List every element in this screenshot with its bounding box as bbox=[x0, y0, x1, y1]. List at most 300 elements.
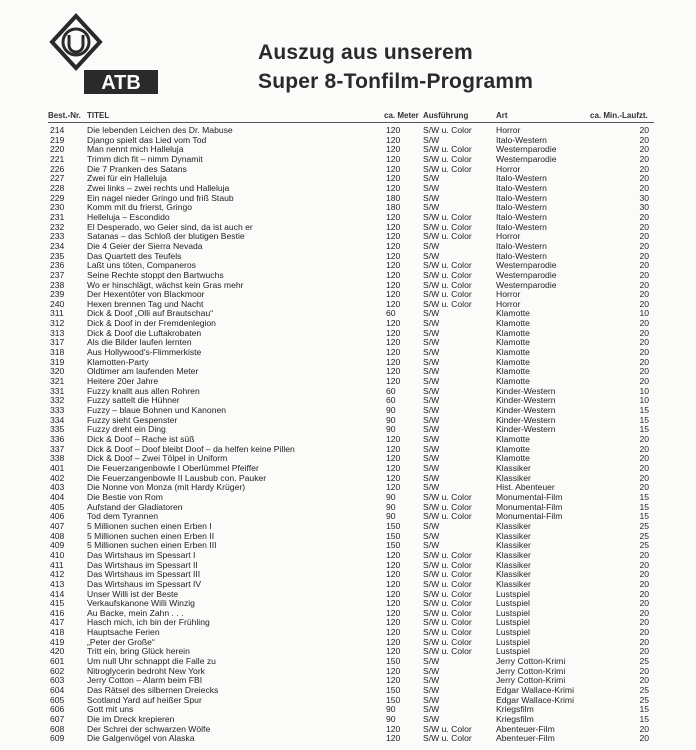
cell-title: Verkaufskanone Willi Winzig bbox=[87, 599, 195, 609]
cell-laufzeit: 20 bbox=[639, 627, 649, 638]
cell-meter: 120 bbox=[386, 260, 401, 271]
col-header-nr: Best.-Nr. bbox=[48, 111, 81, 120]
cell-title: Das Quartett des Teufels bbox=[87, 251, 182, 261]
cell-meter: 120 bbox=[386, 231, 401, 242]
table-row bbox=[0, 223, 696, 233]
cell-title: Scotland Yard auf heißer Spur bbox=[87, 695, 202, 705]
cell-laufzeit: 30 bbox=[639, 202, 649, 213]
table-row bbox=[0, 396, 696, 406]
cell-art: Klassiker bbox=[496, 569, 531, 580]
cell-art: Horror bbox=[496, 125, 521, 135]
table-row bbox=[0, 387, 696, 397]
cell-title: Das Wirtshaus im Spessart I bbox=[87, 550, 196, 560]
cell-laufzeit: 15 bbox=[639, 424, 649, 435]
cell-nr: 603 bbox=[50, 675, 65, 686]
cell-ausfuehrung: S/W u. Color bbox=[423, 153, 472, 164]
cell-nr: 233 bbox=[50, 231, 65, 242]
cell-meter: 120 bbox=[386, 646, 401, 657]
cell-nr: 338 bbox=[50, 453, 65, 464]
table-row bbox=[0, 561, 696, 571]
cell-ausfuehrung: S/W u. Color bbox=[423, 279, 472, 290]
cell-laufzeit: 20 bbox=[639, 211, 649, 222]
cell-art: Kinder-Western bbox=[496, 414, 556, 425]
cell-meter: 120 bbox=[386, 163, 401, 174]
table-row bbox=[0, 309, 696, 319]
cell-laufzeit: 20 bbox=[639, 231, 649, 242]
cell-meter: 150 bbox=[386, 520, 401, 531]
cell-ausfuehrung: S/W u. Color bbox=[423, 125, 472, 135]
cell-meter: 120 bbox=[386, 318, 401, 329]
cell-title: Django spielt das Lied vom Tod bbox=[87, 135, 207, 145]
cell-ausfuehrung: S/W bbox=[423, 356, 440, 367]
cell-art: Kinder-Western bbox=[496, 395, 556, 406]
table-row bbox=[0, 657, 696, 667]
cell-nr: 235 bbox=[50, 250, 65, 261]
cell-meter: 90 bbox=[386, 405, 396, 416]
cell-laufzeit: 20 bbox=[639, 482, 649, 493]
cell-nr: 220 bbox=[50, 144, 65, 155]
cell-ausfuehrung: S/W bbox=[423, 530, 440, 541]
cell-title: Oldtimer am laufenden Meter bbox=[87, 367, 199, 377]
cell-laufzeit: 25 bbox=[639, 520, 649, 531]
cell-art: Italo-Western bbox=[496, 134, 547, 145]
cell-art: Westernparodie bbox=[496, 144, 557, 155]
cell-art: Kriegsfilm bbox=[496, 714, 534, 725]
cell-title: Fuzzy sieht Gespenster bbox=[87, 415, 178, 425]
cell-title: Tod dem Tyrannen bbox=[87, 512, 159, 522]
cell-laufzeit: 20 bbox=[639, 636, 649, 647]
cell-laufzeit: 20 bbox=[639, 366, 649, 377]
cell-laufzeit: 20 bbox=[639, 260, 649, 271]
cell-meter: 90 bbox=[386, 704, 396, 715]
cell-title: Das Wirtshaus im Spessart II bbox=[87, 560, 198, 570]
cell-title: Das Rätsel des silbernen Dreiecks bbox=[87, 686, 219, 696]
table-row bbox=[0, 580, 696, 590]
cell-title: Aus Hollywood's-Flimmerkiste bbox=[87, 348, 202, 358]
cell-art: Klassiker bbox=[496, 520, 531, 531]
cell-ausfuehrung: S/W u. Color bbox=[423, 221, 472, 232]
cell-meter: 150 bbox=[386, 540, 401, 551]
cell-meter: 180 bbox=[386, 202, 401, 213]
headline-line-2: Super 8-Tonfilm-Programm bbox=[258, 70, 534, 93]
table-row bbox=[0, 406, 696, 416]
table-row bbox=[0, 300, 696, 310]
cell-meter: 120 bbox=[386, 607, 401, 618]
table-row bbox=[0, 232, 696, 242]
cell-ausfuehrung: S/W bbox=[423, 665, 440, 676]
cell-title: 5 Millionen suchen einen Erben II bbox=[87, 531, 215, 541]
cell-title: Dick & Doof die Luftakrobaten bbox=[87, 328, 202, 338]
table-row bbox=[0, 445, 696, 455]
cell-nr: 411 bbox=[50, 559, 64, 570]
cell-laufzeit: 20 bbox=[639, 318, 649, 329]
cell-ausfuehrung: S/W bbox=[423, 134, 440, 145]
cell-art: Klassiker bbox=[496, 530, 531, 541]
cell-nr: 410 bbox=[50, 549, 65, 560]
cell-meter: 120 bbox=[386, 240, 401, 251]
cell-nr: 231 bbox=[50, 211, 65, 222]
cell-nr: 331 bbox=[50, 385, 65, 396]
cell-ausfuehrung: S/W u. Color bbox=[423, 163, 472, 174]
cell-ausfuehrung: S/W bbox=[423, 482, 440, 493]
cell-nr: 405 bbox=[50, 501, 65, 512]
cell-ausfuehrung: S/W bbox=[423, 385, 440, 396]
cell-laufzeit: 25 bbox=[639, 530, 649, 541]
cell-title: Die Bestie von Rom bbox=[87, 492, 163, 502]
cell-title: Hexen brennen Tag und Nacht bbox=[87, 299, 204, 309]
cell-meter: 120 bbox=[386, 347, 401, 358]
table-row bbox=[0, 126, 696, 136]
table-row bbox=[0, 638, 696, 648]
cell-nr: 407 bbox=[50, 520, 65, 531]
cell-title: Seine Rechte stoppt den Bartwuchs bbox=[87, 270, 224, 280]
cell-nr: 219 bbox=[50, 134, 65, 145]
cell-title: Au Backe, mein Zahn . . . bbox=[87, 608, 184, 618]
cell-ausfuehrung: S/W u. Color bbox=[423, 646, 472, 657]
cell-laufzeit: 25 bbox=[639, 694, 649, 705]
table-row bbox=[0, 599, 696, 609]
cell-art: Kinder-Western bbox=[496, 424, 556, 435]
table-row bbox=[0, 570, 696, 580]
cell-laufzeit: 20 bbox=[639, 279, 649, 290]
cell-title: Das Wirtshaus im Spessart IV bbox=[87, 579, 202, 589]
cell-art: Lustspiel bbox=[496, 617, 530, 628]
cell-nr: 336 bbox=[50, 434, 65, 444]
cell-laufzeit: 20 bbox=[639, 559, 649, 570]
cell-title: Dick & Doof „Olli auf Brautschau“ bbox=[87, 309, 214, 319]
cell-title: Jerry Cotton – Alarm beim FBI bbox=[87, 676, 203, 686]
cell-meter: 120 bbox=[386, 356, 401, 367]
cell-title: Die lebenden Leichen des Dr. Mabuse bbox=[87, 126, 233, 135]
cell-art: Italo-Western bbox=[496, 202, 547, 213]
cell-art: Klamotte bbox=[496, 327, 530, 338]
table-row bbox=[0, 136, 696, 146]
table-row bbox=[0, 261, 696, 271]
cell-ausfuehrung: S/W u. Color bbox=[423, 511, 472, 522]
table-row bbox=[0, 676, 696, 686]
table-row bbox=[0, 329, 696, 339]
cell-nr: 240 bbox=[50, 298, 65, 309]
film-table-body bbox=[0, 126, 696, 744]
cell-art: Lustspiel bbox=[496, 588, 530, 599]
cell-art: Italo-Western bbox=[496, 211, 547, 222]
cell-laufzeit: 20 bbox=[639, 443, 649, 454]
cell-nr: 417 bbox=[50, 617, 65, 628]
cell-laufzeit: 20 bbox=[639, 144, 649, 155]
cell-title: Aufstand der Gladiatoren bbox=[87, 502, 183, 512]
cell-ausfuehrung: S/W bbox=[423, 395, 440, 406]
cell-laufzeit: 20 bbox=[639, 472, 649, 483]
cell-art: Kinder-Western bbox=[496, 405, 556, 416]
cell-art: Horror bbox=[496, 231, 521, 242]
cell-nr: 604 bbox=[50, 685, 65, 696]
cell-meter: 120 bbox=[386, 559, 401, 570]
table-row bbox=[0, 165, 696, 175]
cell-art: Westernparodie bbox=[496, 153, 557, 164]
table-row bbox=[0, 705, 696, 715]
cell-title: Die Feuerzangenbowle I Oberlümmel Pfeiffer bbox=[87, 463, 259, 473]
cell-meter: 120 bbox=[386, 733, 401, 744]
cell-laufzeit: 15 bbox=[639, 714, 649, 725]
cell-title: Nitroglycerin bedroht New York bbox=[87, 666, 205, 676]
cell-ausfuehrung: S/W bbox=[423, 453, 440, 464]
cell-laufzeit: 20 bbox=[639, 723, 649, 734]
cell-laufzeit: 15 bbox=[639, 511, 649, 522]
cell-art: Kriegsfilm bbox=[496, 704, 534, 715]
cell-laufzeit: 20 bbox=[639, 163, 649, 174]
cell-title: Ein nagel nieder Gringo und friß Staub bbox=[87, 193, 234, 203]
cell-ausfuehrung: S/W u. Color bbox=[423, 627, 472, 638]
cell-laufzeit: 15 bbox=[639, 405, 649, 416]
cell-laufzeit: 20 bbox=[639, 617, 649, 628]
cell-ausfuehrung: S/W bbox=[423, 704, 440, 715]
cell-ausfuehrung: S/W u. Color bbox=[423, 289, 472, 300]
cell-title: Dick & Doof – Rache ist süß bbox=[87, 435, 195, 444]
cell-art: Jerry Cotton-Krimi bbox=[496, 675, 566, 686]
cell-laufzeit: 20 bbox=[639, 646, 649, 657]
cell-meter: 120 bbox=[386, 153, 401, 164]
cell-art: Italo-Western bbox=[496, 221, 547, 232]
cell-nr: 229 bbox=[50, 192, 65, 203]
cell-laufzeit: 15 bbox=[639, 704, 649, 715]
cell-art: Kinder-Western bbox=[496, 385, 556, 396]
cell-title: Heitere 20er Jahre bbox=[87, 377, 159, 387]
cell-art: Jerry Cotton-Krimi bbox=[496, 665, 566, 676]
cell-meter: 90 bbox=[386, 511, 396, 522]
cell-nr: 419 bbox=[50, 636, 65, 647]
cell-art: Klamotte bbox=[496, 356, 530, 367]
cell-title: 5 Millionen suchen einen Erben III bbox=[87, 541, 217, 551]
cell-ausfuehrung: S/W bbox=[423, 337, 440, 348]
cell-ausfuehrung: S/W u. Color bbox=[423, 211, 472, 222]
cell-nr: 602 bbox=[50, 665, 65, 676]
cell-nr: 335 bbox=[50, 424, 65, 435]
cell-ausfuehrung: S/W bbox=[423, 685, 440, 696]
cell-art: Italo-Western bbox=[496, 182, 547, 193]
table-row bbox=[0, 425, 696, 435]
cell-meter: 120 bbox=[386, 578, 401, 589]
cell-laufzeit: 15 bbox=[639, 414, 649, 425]
cell-meter: 180 bbox=[386, 192, 401, 203]
cell-art: Klamotte bbox=[496, 453, 530, 464]
table-row bbox=[0, 348, 696, 358]
cell-nr: 320 bbox=[50, 366, 65, 377]
cell-laufzeit: 20 bbox=[639, 182, 649, 193]
cell-ausfuehrung: S/W bbox=[423, 173, 440, 184]
cell-art: Abenteuer-Film bbox=[496, 733, 555, 744]
cell-nr: 420 bbox=[50, 646, 65, 657]
cell-nr: 605 bbox=[50, 694, 65, 705]
table-row bbox=[0, 367, 696, 377]
cell-nr: 412 bbox=[50, 569, 65, 580]
cell-nr: 414 bbox=[50, 588, 65, 599]
cell-title: Klamotten-Party bbox=[87, 357, 149, 367]
cell-title: „Peter der Große“ bbox=[87, 637, 155, 647]
cell-meter: 120 bbox=[386, 134, 401, 145]
table-row bbox=[0, 715, 696, 725]
cell-laufzeit: 15 bbox=[639, 491, 649, 502]
cell-ausfuehrung: S/W bbox=[423, 656, 440, 667]
cell-laufzeit: 30 bbox=[639, 192, 649, 203]
cell-art: Hist. Abenteuer bbox=[496, 482, 555, 493]
cell-ausfuehrung: S/W bbox=[423, 250, 440, 261]
cell-nr: 402 bbox=[50, 472, 65, 483]
cell-title: Der Schrei der schwarzen Wölfe bbox=[87, 724, 211, 734]
table-row bbox=[0, 281, 696, 291]
cell-meter: 150 bbox=[386, 694, 401, 705]
table-row bbox=[0, 628, 696, 638]
cell-laufzeit: 20 bbox=[639, 337, 649, 348]
cell-meter: 120 bbox=[386, 279, 401, 290]
cell-meter: 120 bbox=[386, 289, 401, 300]
cell-art: Italo-Western bbox=[496, 240, 547, 251]
table-row bbox=[0, 609, 696, 619]
cell-art: Westernparodie bbox=[496, 260, 557, 271]
cell-ausfuehrung: S/W bbox=[423, 182, 440, 193]
cell-laufzeit: 20 bbox=[639, 134, 649, 145]
cell-meter: 120 bbox=[386, 221, 401, 232]
table-row bbox=[0, 203, 696, 213]
cell-title: Gott mit uns bbox=[87, 705, 134, 715]
table-row bbox=[0, 618, 696, 628]
cell-ausfuehrung: S/W bbox=[423, 347, 440, 358]
cell-nr: 406 bbox=[50, 511, 65, 522]
cell-meter: 90 bbox=[386, 714, 396, 725]
cell-meter: 120 bbox=[386, 327, 401, 338]
cell-nr: 609 bbox=[50, 733, 65, 744]
table-row bbox=[0, 734, 696, 744]
cell-title: Dick & Doof in der Fremdenlegion bbox=[87, 319, 216, 329]
cell-title: Der Hexentöter von Blackmoor bbox=[87, 290, 205, 300]
cell-ausfuehrung: S/W bbox=[423, 405, 440, 416]
cell-nr: 311 bbox=[50, 308, 64, 319]
cell-nr: 230 bbox=[50, 202, 65, 213]
cell-ausfuehrung: S/W bbox=[423, 472, 440, 483]
cell-art: Klassiker bbox=[496, 559, 531, 570]
table-row bbox=[0, 590, 696, 600]
cell-meter: 120 bbox=[386, 675, 401, 686]
cell-laufzeit: 25 bbox=[639, 685, 649, 696]
cell-art: Edgar Wallace-Krimi bbox=[496, 694, 574, 705]
cell-laufzeit: 20 bbox=[639, 733, 649, 744]
cell-laufzeit: 25 bbox=[639, 656, 649, 667]
cell-ausfuehrung: S/W u. Color bbox=[423, 578, 472, 589]
cell-art: Abenteuer-Film bbox=[496, 723, 555, 734]
cell-meter: 120 bbox=[386, 627, 401, 638]
cell-title: Unser Willi ist der Beste bbox=[87, 589, 179, 599]
cell-nr: 226 bbox=[50, 163, 65, 174]
cell-ausfuehrung: S/W u. Color bbox=[423, 733, 472, 744]
cell-meter: 120 bbox=[386, 569, 401, 580]
table-row bbox=[0, 358, 696, 368]
cell-title: Fuzzy knallt aus allen Rohren bbox=[87, 386, 200, 396]
table-row bbox=[0, 174, 696, 184]
cell-nr: 232 bbox=[50, 221, 65, 232]
col-header-titel: TITEL bbox=[87, 111, 110, 120]
cell-nr: 221 bbox=[50, 153, 65, 164]
cell-title: Tritt ein, bring Glück herein bbox=[87, 647, 190, 657]
cell-nr: 238 bbox=[50, 279, 65, 290]
cell-title: Das Wirtshaus im Spessart III bbox=[87, 570, 201, 580]
cell-title: Die im Dreck krepieren bbox=[87, 715, 175, 725]
cell-laufzeit: 20 bbox=[639, 347, 649, 358]
cell-nr: 404 bbox=[50, 491, 65, 502]
table-row bbox=[0, 464, 696, 474]
cell-meter: 60 bbox=[386, 308, 396, 319]
cell-laufzeit: 20 bbox=[639, 588, 649, 599]
cell-title: Helleluja – Escondido bbox=[87, 212, 170, 222]
cell-nr: 239 bbox=[50, 289, 65, 300]
headline-line-1: Auszug aus unserem bbox=[258, 41, 473, 64]
table-row bbox=[0, 647, 696, 657]
header-rule bbox=[48, 122, 654, 123]
table-row bbox=[0, 184, 696, 194]
cell-meter: 120 bbox=[386, 269, 401, 280]
table-row bbox=[0, 338, 696, 348]
table-row bbox=[0, 155, 696, 165]
cell-title: Laßt uns töten, Companeros bbox=[87, 261, 196, 271]
table-row bbox=[0, 474, 696, 484]
cell-title: Satanas – das Schloß der blutigen Bestie bbox=[87, 232, 245, 242]
cell-nr: 337 bbox=[50, 443, 65, 454]
cell-nr: 606 bbox=[50, 704, 65, 715]
cell-laufzeit: 20 bbox=[639, 434, 649, 444]
cell-ausfuehrung: S/W bbox=[423, 424, 440, 435]
cell-ausfuehrung: S/W bbox=[423, 202, 440, 213]
table-row bbox=[0, 541, 696, 551]
cell-title: Komm mit du frierst, Gringo bbox=[87, 203, 193, 213]
cell-meter: 150 bbox=[386, 685, 401, 696]
table-row bbox=[0, 145, 696, 155]
cell-meter: 120 bbox=[386, 182, 401, 193]
cell-art: Klamotte bbox=[496, 347, 530, 358]
cell-ausfuehrung: S/W u. Color bbox=[423, 617, 472, 628]
table-row bbox=[0, 454, 696, 464]
cell-art: Klamotte bbox=[496, 366, 530, 377]
cell-art: Jerry Cotton-Krimi bbox=[496, 656, 566, 667]
cell-meter: 120 bbox=[386, 125, 401, 135]
cell-meter: 90 bbox=[386, 501, 396, 512]
cell-nr: 608 bbox=[50, 723, 65, 734]
cell-laufzeit: 20 bbox=[639, 153, 649, 164]
cell-laufzeit: 20 bbox=[639, 289, 649, 300]
cell-ausfuehrung: S/W bbox=[423, 366, 440, 377]
cell-nr: 401 bbox=[50, 462, 65, 473]
cell-title: Hasch mich, ich bin der Frühling bbox=[87, 618, 210, 628]
cell-ausfuehrung: S/W u. Color bbox=[423, 298, 472, 309]
cell-title: Hauptsache Ferien bbox=[87, 628, 160, 638]
cell-laufzeit: 20 bbox=[639, 462, 649, 473]
cell-ausfuehrung: S/W u. Color bbox=[423, 607, 472, 618]
cell-laufzeit: 20 bbox=[639, 607, 649, 618]
table-row bbox=[0, 213, 696, 223]
cell-nr: 214 bbox=[50, 125, 65, 135]
cell-art: Italo-Western bbox=[496, 250, 547, 261]
cell-laufzeit: 20 bbox=[639, 549, 649, 560]
cell-laufzeit: 15 bbox=[639, 501, 649, 512]
cell-art: Klamotte bbox=[496, 376, 530, 387]
cell-laufzeit: 20 bbox=[639, 250, 649, 261]
cell-ausfuehrung: S/W bbox=[423, 318, 440, 329]
cell-meter: 120 bbox=[386, 211, 401, 222]
table-row bbox=[0, 725, 696, 735]
cell-title: Die Feuerzangenbowle II Lausbub con. Pauker bbox=[87, 473, 267, 483]
table-row bbox=[0, 522, 696, 532]
cell-meter: 150 bbox=[386, 656, 401, 667]
cell-art: Lustspiel bbox=[496, 636, 530, 647]
cell-nr: 415 bbox=[50, 598, 65, 609]
cell-meter: 120 bbox=[386, 366, 401, 377]
